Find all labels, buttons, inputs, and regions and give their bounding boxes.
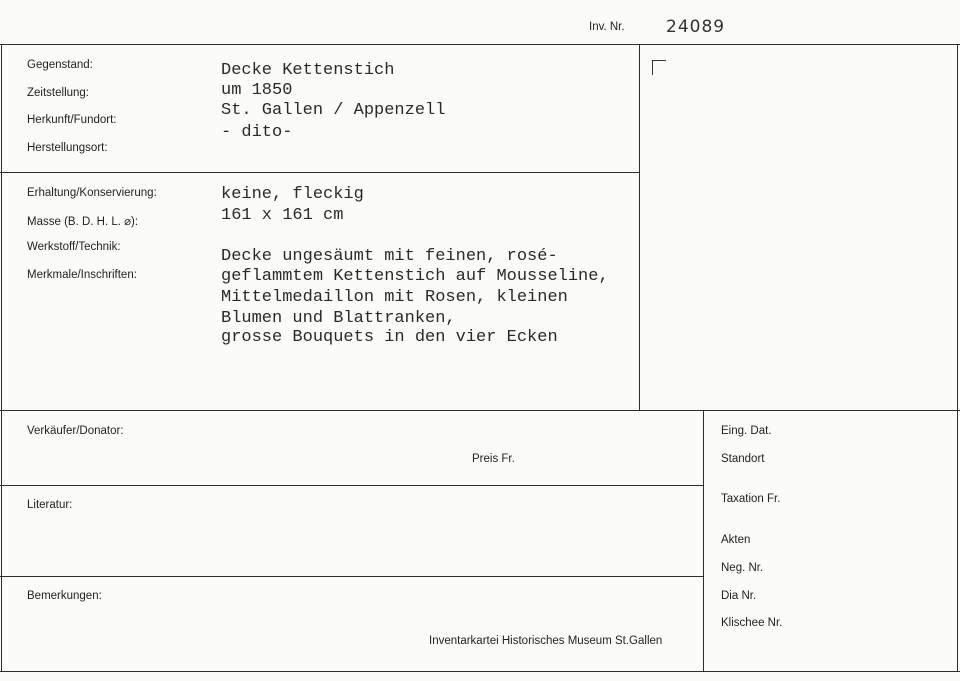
- inv-number: 24089: [666, 17, 726, 37]
- rule-photo-divider: [639, 44, 640, 410]
- footer-museum: Inventarkartei Historisches Museum St.Gallen: [429, 635, 663, 647]
- label-merkmale: Merkmale/Inschriften:: [27, 269, 137, 281]
- label-preis: Preis Fr.: [472, 453, 515, 465]
- rule-header: [0, 44, 960, 45]
- label-werkstoff: Werkstoff/Technik:: [27, 241, 121, 253]
- label-akten: Akten: [721, 534, 751, 546]
- value-gegenstand: Decke Kettenstich: [221, 61, 395, 80]
- label-dia-nr: Dia Nr.: [721, 590, 757, 602]
- value-herstellungsort: - dito-: [221, 123, 293, 142]
- label-taxation: Taxation Fr.: [721, 493, 781, 505]
- value-beschreibung-line-4: Blumen und Blattranken,: [221, 309, 456, 328]
- label-literatur: Literatur:: [27, 499, 73, 511]
- label-masse: Masse (B. D. H. L. ⌀):: [27, 216, 139, 228]
- rule-left: [1, 44, 2, 671]
- photo-corner-mark: [652, 60, 666, 75]
- rule-bottom: [0, 671, 960, 672]
- rule-seller: [0, 485, 704, 486]
- rule-admin-divider: [703, 410, 704, 671]
- value-zeitstellung: um 1850: [221, 81, 293, 100]
- value-erhaltung: keine, fleckig: [221, 185, 364, 204]
- label-verkaeufer: Verkäufer/Donator:: [27, 425, 124, 437]
- label-klischee-nr: Klischee Nr.: [721, 617, 783, 629]
- label-bemerkungen: Bemerkungen:: [27, 590, 102, 602]
- value-beschreibung-line-1: Decke ungesäumt mit feinen, rosé-: [221, 247, 558, 266]
- inv-label: Inv. Nr.: [589, 21, 625, 33]
- rule-literature: [0, 576, 704, 577]
- rule-object: [0, 172, 640, 173]
- label-eing-dat: Eing. Dat.: [721, 425, 772, 437]
- label-neg-nr: Neg. Nr.: [721, 562, 764, 574]
- value-beschreibung-line-5: grosse Bouquets in den vier Ecken: [221, 328, 558, 347]
- value-beschreibung-line-3: Mittelmedaillon mit Rosen, kleinen: [221, 288, 568, 307]
- label-standort: Standort: [721, 453, 765, 465]
- label-zeitstellung: Zeitstellung:: [27, 87, 90, 99]
- value-herkunft: St. Gallen / Appenzell: [221, 101, 446, 120]
- value-beschreibung-line-2: geflammtem Kettenstich auf Mousseline,: [221, 267, 609, 286]
- label-herstellungsort: Herstellungsort:: [27, 142, 108, 154]
- rule-right: [957, 44, 958, 671]
- label-herkunft: Herkunft/Fundort:: [27, 114, 117, 126]
- value-masse: 161 x 161 cm: [221, 206, 344, 225]
- label-gegenstand: Gegenstand:: [27, 59, 93, 71]
- label-erhaltung: Erhaltung/Konservierung:: [27, 187, 157, 199]
- rule-description: [0, 410, 960, 411]
